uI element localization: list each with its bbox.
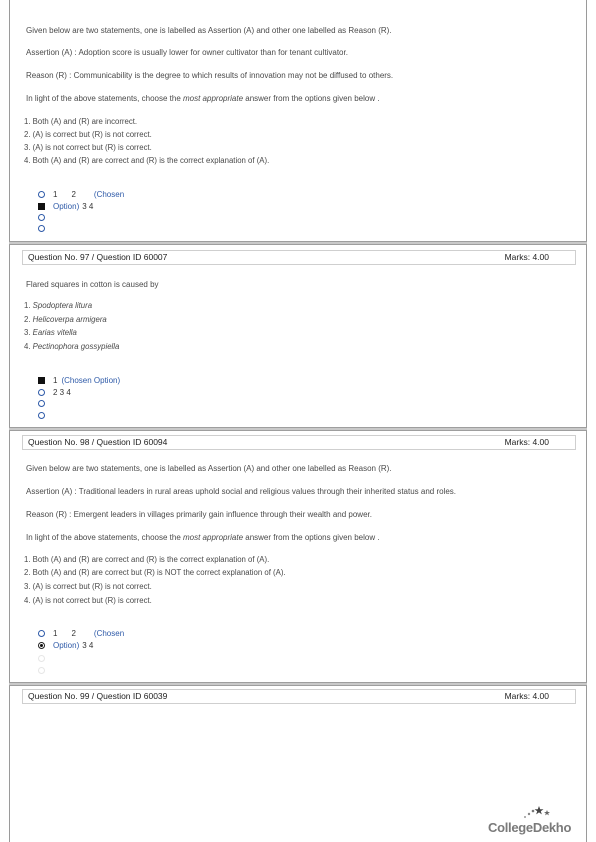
page-frame — [9, 0, 587, 842]
q98-option-3: 3. (A) is correct but (R) is not correct. — [24, 582, 152, 591]
q98-option-4: 4. (A) is not correct but (R) is correct. — [24, 596, 152, 605]
logo-stars-icon — [522, 805, 552, 821]
q97-option-4: 4. Pectinophora gossypiella — [24, 342, 120, 351]
q98-intro: Given below are two statements, one is labelled as Assertion (A) and other one labelled as Reason (R). — [26, 464, 392, 473]
q97-option-2: 2. Helicoverpa armigera — [24, 315, 107, 324]
q98-assertion: Assertion (A) : Traditional leaders in rural areas uphold social and religious values through their inherited status and roles. — [26, 487, 457, 496]
radio-icon[interactable] — [38, 191, 45, 198]
q97-option-1: 1. Spodoptera litura — [24, 301, 93, 310]
section-divider — [9, 682, 587, 686]
q97-answer-row-3 — [38, 400, 45, 407]
radio-icon[interactable] — [38, 214, 45, 221]
q99-header: Question No. 99 / Question ID 60039 Marks: 4.00 — [22, 689, 576, 704]
q97-answer-row-1: 1 (Chosen Option) — [38, 376, 120, 385]
radio-icon[interactable] — [38, 630, 45, 637]
q96-answer-row-1: 1 2 (Chosen — [38, 190, 124, 199]
radio-icon[interactable] — [38, 655, 45, 662]
q96-answer-row-2: Option) 3 4 — [38, 202, 93, 211]
q98-instruction: In light of the above statements, choose the most appropriate answer from the options given below . — [26, 533, 380, 542]
q96-answer-row-3 — [38, 214, 45, 221]
q97-header: Question No. 97 / Question ID 60007 Marks: 4.00 — [22, 250, 576, 265]
q98-answer-row-1: 1 2 (Chosen — [38, 629, 124, 638]
q96-option-4: 4. Both (A) and (R) are correct and (R) is the correct explanation of (A). — [24, 156, 270, 165]
q96-intro: Given below are two statements, one is labelled as Assertion (A) and other one labelled as Reason (R). — [26, 26, 392, 35]
q97-option-3: 3. Earias vitella — [24, 328, 77, 337]
radio-icon[interactable] — [38, 667, 45, 674]
q98-answer-row-4 — [38, 667, 45, 674]
q96-answer-row-4 — [38, 225, 45, 232]
q97-answer-row-4 — [38, 412, 45, 419]
selected-square-icon[interactable] — [38, 377, 45, 384]
q96-option-1: 1. Both (A) and (R) are incorrect. — [24, 117, 138, 126]
radio-icon[interactable] — [38, 225, 45, 232]
radio-icon[interactable] — [38, 412, 45, 419]
q96-reason: Reason (R) : Communicability is the degree to which results of innovation may not be diffused to others. — [26, 71, 394, 80]
q97-question: Flared squares in cotton is caused by — [26, 280, 159, 289]
q98-header: Question No. 98 / Question ID 60094 Marks: 4.00 — [22, 435, 576, 450]
q98-option-2: 2. Both (A) and (R) are correct but (R) is NOT the correct explanation of (A). — [24, 568, 286, 577]
q98-answer-row-2: Option) 3 4 — [38, 641, 93, 650]
section-divider — [9, 241, 587, 245]
q96-assertion: Assertion (A) : Adoption score is usually lower for owner cultivator than for tenant cultivator. — [26, 48, 348, 57]
q98-answer-row-3 — [38, 655, 45, 662]
selected-radio-icon[interactable] — [38, 642, 45, 649]
section-divider — [9, 427, 587, 431]
selected-square-icon[interactable] — [38, 203, 45, 210]
q98-option-1: 1. Both (A) and (R) are correct and (R) is the correct explanation of (A). — [24, 555, 270, 564]
radio-icon[interactable] — [38, 389, 45, 396]
q97-answer-row-2: 2 3 4 — [38, 388, 71, 397]
radio-icon[interactable] — [38, 400, 45, 407]
q98-reason: Reason (R) : Emergent leaders in villages primarily gain influence through their wealth and power. — [26, 510, 372, 519]
q96-option-2: 2. (A) is correct but (R) is not correct. — [24, 130, 152, 139]
collegedekho-logo: CollegeDekho — [488, 820, 572, 835]
q96-option-3: 3. (A) is not correct but (R) is correct. — [24, 143, 152, 152]
q96-instruction: In light of the above statements, choose the most appropriate answer from the options given below . — [26, 94, 380, 103]
